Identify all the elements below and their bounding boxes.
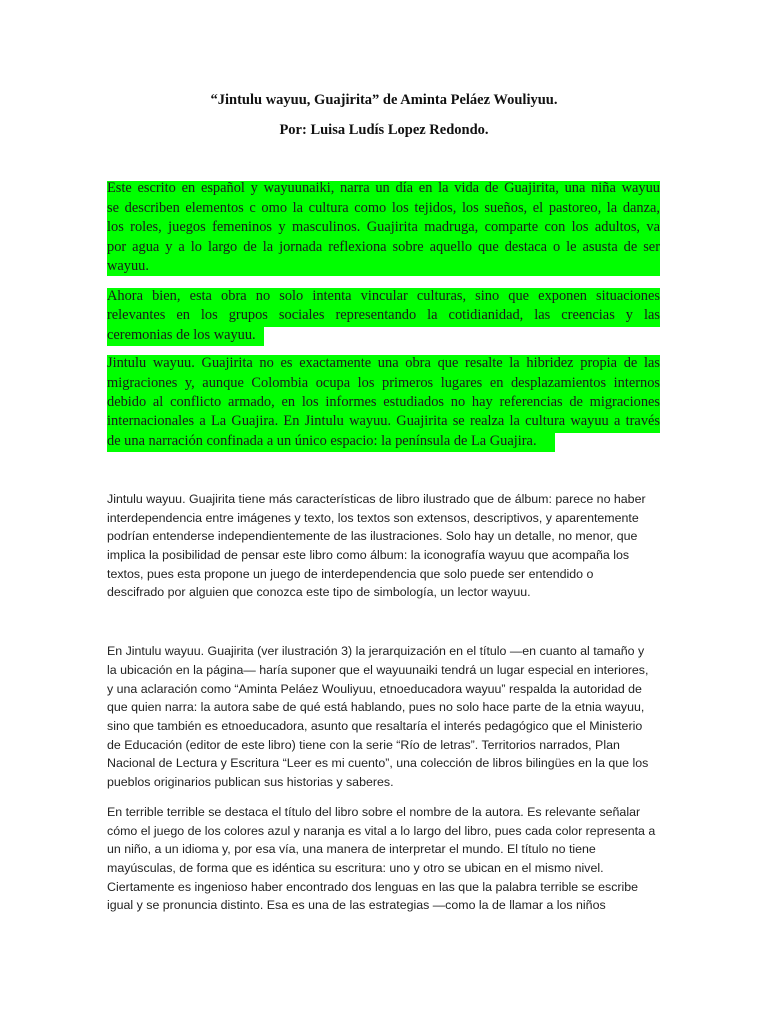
text-line: debido al conflicto armado, en los informes estudiados no hay referencias de migraciones [107,394,660,410]
text-line: En terrible terrible se destaca el título del libro sobre el nombre de la autora. Es relevante señalar [107,805,641,819]
text-line: wayuu. [107,258,149,274]
text-line: los roles, juegos femeninos y masculinos. Guajirita madruga, comparte con los adultos, va [107,219,660,235]
text-line: Ciertamente es ingenioso haber encontrado dos lenguas en las que la palabra terrible se escribe [107,880,639,894]
document-title: “Jintulu wayuu, Guajirita” de Aminta Peláez Wouliyuu. [210,92,558,108]
text-line: Jintulu wayuu. Guajirita tiene más características de libro ilustrado que de álbum: parece no haber [107,492,646,506]
text-line: internacionales a La Guajira. En Jintulu wayuu. Guajirita se realza la cultura wayuu a través [107,413,660,429]
text-line: sino que también es etnoeducadora, asunto que resaltaría el interés pedagógico que el Ministerio [107,719,643,733]
text-line: la ubicación en la página— haría suponer que el wayuunaiki tendrá un lugar especial en interiores, [107,663,649,677]
text-line: podrían entenderse independientemente de las ilustraciones. Solo hay un detalle, no menor, que [107,529,638,543]
text-line: que quien narra: la autora sabe de qué está hablando, pues no solo hace parte de la etnia wayuu, [107,700,645,714]
document-byline: Por: Luisa Ludís Lopez Redondo. [279,122,489,138]
text-line: implica la posibilidad de pensar este libro como álbum: la iconografía wayuu que acompaña los [107,548,630,562]
text-line: En Jintulu wayuu. Guajirita (ver ilustración 3) la jerarquización en el título —en cuanto al tamaño y [107,644,645,658]
text-line: pueblos originarios publican sus historias y saberes. [107,775,394,789]
text-line: de Educación (editor de este libro) tiene con la serie “Río de letras”. Territorios narrados, Plan [107,738,620,752]
text-line: por agua y a lo largo de la jornada reflexiona sobre aquello que destaca o le asusta de ser [107,239,660,255]
text-line: mayúsculas, de forma que es idéntica su escritura: uno y otro se ubican en el mismo nivel. [107,861,604,875]
text-line: se describen elementos c omo la cultura como los tejidos, los sueños, el pastoreo, la danza, [107,200,660,216]
text-line: migraciones y, aunque Colombia ocupa los primeros lugares en desplazamientos internos [107,375,660,391]
text-line: ceremonias de los wayuu. [107,327,256,343]
text-line: Este escrito en español y wayuunaiki, narra un día en la vida de Guajirita, una niña wayuu [107,180,660,196]
text-line: Jintulu wayuu. Guajirita no es exactamente una obra que resalte la hibridez propia de las [107,355,660,371]
text-line: Nacional de Lectura y Escritura “Leer es mi cuento”, una colección de libros bilingües en la que los [107,756,649,770]
text-line: Ahora bien, esta obra no solo intenta vincular culturas, sino que exponen situaciones [107,288,660,304]
text-line: interdependencia entre imágenes y texto, los textos son extensos, descriptivos, y aparentemente [107,511,639,525]
text-line: descifrado por alguien que conozca este tipo de simbología, un lector wayuu. [107,585,531,599]
text-line: relevantes en los grupos sociales representando la cotidianidad, las creencias y las [107,307,660,323]
text-line: textos, pues esta propone un juego de interdependencia que solo puede ser entendido o [107,567,594,581]
text-line: igual y se pronuncia distinto. Esa es una de las estrategias —como la de llamar a los niños [107,898,606,912]
text-line: cómo el juego de los colores azul y naranja es vital a lo largo del libro, pues cada color representa a [107,824,656,838]
text-line: y una aclaración como “Aminta Peláez Wouliyuu, etnoeducadora wayuu” respalda la autoridad de [107,682,642,696]
text-line: un niño, a un idioma y, por esa vía, una manera de interpretar el mundo. El título no tiene [107,842,596,856]
text-line: de una narración confinada a un único espacio: la península de La Guajira. [107,433,537,449]
